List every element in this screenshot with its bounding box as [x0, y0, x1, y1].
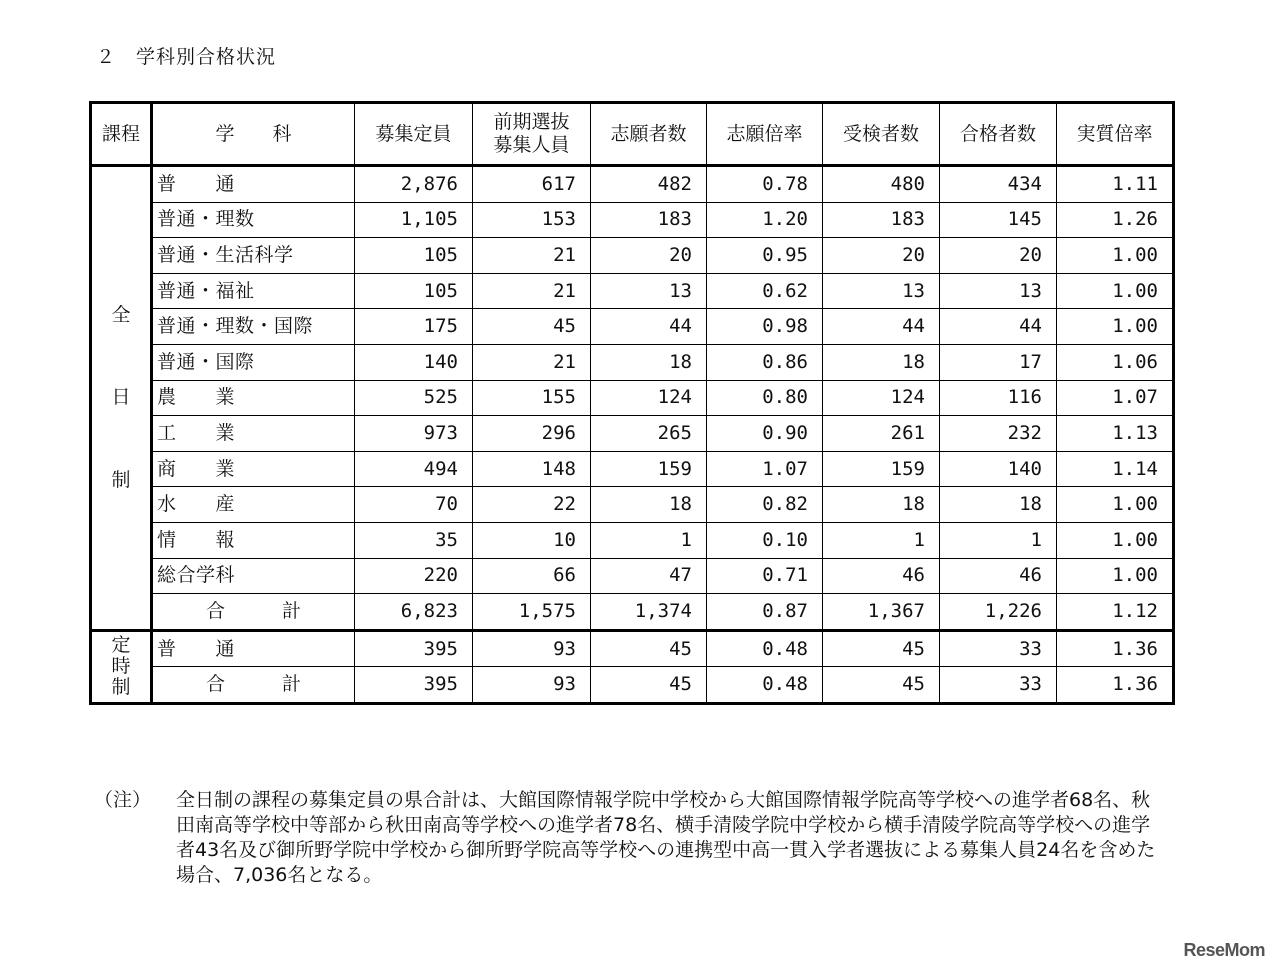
cell-early: 296: [473, 416, 591, 452]
cell-app-ratio: 1.20: [707, 202, 823, 238]
course-char: 全: [111, 303, 131, 326]
cell-examinees: 124: [823, 380, 940, 416]
cell-app-ratio: 0.48: [707, 667, 823, 704]
cell-early: 45: [473, 309, 591, 345]
cell-examinees: 13: [823, 273, 940, 309]
footnote-label: （注）: [94, 789, 152, 811]
cell-passed: 17: [940, 344, 1057, 380]
cell-capacity: 140: [355, 344, 473, 380]
cell-passed: 1,226: [940, 594, 1057, 631]
cell-early: 153: [473, 202, 591, 238]
course-char: 定: [111, 634, 131, 657]
cell-examinees: 480: [823, 166, 940, 203]
cell-early: 93: [473, 630, 591, 667]
cell-app-ratio: 0.78: [707, 166, 823, 203]
cell-capacity: 973: [355, 416, 473, 452]
footnote-text: 全日制の課程の募集定員の県合計は、大館国際情報学院中学校から大館国際情報学院高等学校への進学者68名、秋田南高等学校中等部から秋田南高等学校への進学者78名、横手清陵学院中学校から横手清陵学院高等学校への進学者43名及び御所野学院中学校から御所野学院高等学校への連携型中高一貫入学者選抜による募集人員24名を含めた場合、7,036名となる。: [176, 789, 1156, 886]
course-char: 時: [111, 655, 131, 678]
cell-early: 1,575: [473, 594, 591, 631]
cell-capacity: 2,876: [355, 166, 473, 203]
cell-early: 21: [473, 344, 591, 380]
cell-app-ratio: 0.90: [707, 416, 823, 452]
table-row: [91, 344, 1174, 380]
department-name: 普通・生活科学: [152, 238, 355, 274]
cell-examinees: 1,367: [823, 594, 940, 631]
cell-capacity: 395: [355, 630, 473, 667]
department-name: 情 報: [152, 522, 355, 558]
course-char: 制: [111, 676, 131, 699]
cell-applicants: 124: [591, 380, 707, 416]
table-row: [91, 202, 1174, 238]
cell-passed: 20: [940, 238, 1057, 274]
cell-examinees: 44: [823, 309, 940, 345]
cell-passed: 1: [940, 522, 1057, 558]
cell-real-ratio: 1.00: [1057, 238, 1174, 274]
header-app-ratio: 志願倍率: [707, 103, 823, 166]
cell-capacity: 70: [355, 487, 473, 523]
cell-real-ratio: 1.26: [1057, 202, 1174, 238]
department-name: 普通・国際: [152, 344, 355, 380]
cell-examinees: 18: [823, 344, 940, 380]
section-title: ２ 学科別合格状況: [96, 46, 277, 68]
cell-applicants: 1: [591, 522, 707, 558]
cell-examinees: 18: [823, 487, 940, 523]
cell-capacity: 6,823: [355, 594, 473, 631]
cell-real-ratio: 1.11: [1057, 166, 1174, 203]
table-row: [91, 451, 1174, 487]
cell-capacity: 105: [355, 238, 473, 274]
cell-real-ratio: 1.07: [1057, 380, 1174, 416]
cell-real-ratio: 1.00: [1057, 487, 1174, 523]
cell-app-ratio: 0.71: [707, 558, 823, 594]
header-row: [91, 103, 1174, 166]
cell-app-ratio: 0.98: [707, 309, 823, 345]
cell-app-ratio: 0.87: [707, 594, 823, 631]
cell-passed: 46: [940, 558, 1057, 594]
header-real-ratio: 実質倍率: [1057, 103, 1174, 166]
cell-app-ratio: 1.07: [707, 451, 823, 487]
cell-capacity: 1,105: [355, 202, 473, 238]
cell-capacity: 494: [355, 451, 473, 487]
cell-passed: 18: [940, 487, 1057, 523]
cell-real-ratio: 1.12: [1057, 594, 1174, 631]
header-course: 課程: [91, 103, 152, 166]
total-row: [91, 594, 1174, 631]
table-body: [91, 166, 1174, 704]
cell-real-ratio: 1.00: [1057, 522, 1174, 558]
cell-applicants: 18: [591, 487, 707, 523]
cell-early: 93: [473, 667, 591, 704]
cell-passed: 116: [940, 380, 1057, 416]
course-cell: [91, 630, 152, 703]
header-department: 学 科: [152, 103, 355, 166]
table-row: [91, 558, 1174, 594]
cell-passed: 232: [940, 416, 1057, 452]
cell-capacity: 395: [355, 667, 473, 704]
cell-applicants: 44: [591, 309, 707, 345]
header-capacity: 募集定員: [355, 103, 473, 166]
cell-applicants: 20: [591, 238, 707, 274]
cell-applicants: 45: [591, 667, 707, 704]
cell-applicants: 13: [591, 273, 707, 309]
department-name: 普 通: [152, 166, 355, 203]
cell-examinees: 45: [823, 667, 940, 704]
header-passed: 合格者数: [940, 103, 1057, 166]
cell-applicants: 1,374: [591, 594, 707, 631]
total-label: 合 計: [152, 667, 355, 704]
cell-real-ratio: 1.00: [1057, 309, 1174, 345]
department-name: 普 通: [152, 630, 355, 667]
department-name: 農 業: [152, 380, 355, 416]
header-applicants: 志願者数: [591, 103, 707, 166]
resemom-logo: ReseMom: [1183, 940, 1265, 960]
cell-applicants: 183: [591, 202, 707, 238]
department-name: 総合学科: [152, 558, 355, 594]
table-row: [91, 166, 1174, 203]
cell-passed: 13: [940, 273, 1057, 309]
table-row: [91, 238, 1174, 274]
cell-examinees: 45: [823, 630, 940, 667]
header-early: 前期選抜 募集人員: [473, 103, 591, 166]
table-row: [91, 273, 1174, 309]
department-name: 商 業: [152, 451, 355, 487]
table-row: [91, 416, 1174, 452]
cell-examinees: 1: [823, 522, 940, 558]
course-cell: [91, 166, 152, 631]
cell-applicants: 159: [591, 451, 707, 487]
department-name: 工 業: [152, 416, 355, 452]
cell-applicants: 482: [591, 166, 707, 203]
cell-passed: 33: [940, 630, 1057, 667]
cell-capacity: 220: [355, 558, 473, 594]
cell-app-ratio: 0.86: [707, 344, 823, 380]
cell-applicants: 45: [591, 630, 707, 667]
cell-capacity: 525: [355, 380, 473, 416]
course-char: 日: [111, 386, 131, 409]
cell-early: 22: [473, 487, 591, 523]
cell-examinees: 183: [823, 202, 940, 238]
cell-applicants: 18: [591, 344, 707, 380]
cell-app-ratio: 0.48: [707, 630, 823, 667]
cell-passed: 145: [940, 202, 1057, 238]
table-row: [91, 380, 1174, 416]
cell-passed: 434: [940, 166, 1057, 203]
admission-results-table: [89, 101, 1175, 705]
cell-examinees: 20: [823, 238, 940, 274]
cell-app-ratio: 0.80: [707, 380, 823, 416]
cell-real-ratio: 1.00: [1057, 273, 1174, 309]
cell-applicants: 265: [591, 416, 707, 452]
cell-real-ratio: 1.36: [1057, 630, 1174, 667]
table-row: [91, 309, 1174, 345]
cell-early: 155: [473, 380, 591, 416]
cell-capacity: 175: [355, 309, 473, 345]
cell-real-ratio: 1.13: [1057, 416, 1174, 452]
cell-passed: 33: [940, 667, 1057, 704]
cell-examinees: 159: [823, 451, 940, 487]
cell-examinees: 46: [823, 558, 940, 594]
department-name: 普通・理数: [152, 202, 355, 238]
total-row: [91, 667, 1174, 704]
cell-app-ratio: 0.82: [707, 487, 823, 523]
cell-real-ratio: 1.36: [1057, 667, 1174, 704]
cell-capacity: 35: [355, 522, 473, 558]
cell-app-ratio: 0.10: [707, 522, 823, 558]
cell-passed: 140: [940, 451, 1057, 487]
cell-capacity: 105: [355, 273, 473, 309]
cell-early: 10: [473, 522, 591, 558]
cell-app-ratio: 0.62: [707, 273, 823, 309]
header-examinees: 受検者数: [823, 103, 940, 166]
cell-early: 21: [473, 238, 591, 274]
cell-early: 66: [473, 558, 591, 594]
table-row: [91, 487, 1174, 523]
cell-applicants: 47: [591, 558, 707, 594]
cell-real-ratio: 1.00: [1057, 558, 1174, 594]
footnote: [94, 788, 1169, 888]
cell-real-ratio: 1.14: [1057, 451, 1174, 487]
cell-early: 148: [473, 451, 591, 487]
department-name: 普通・理数・国際: [152, 309, 355, 345]
department-name: 普通・福祉: [152, 273, 355, 309]
cell-passed: 44: [940, 309, 1057, 345]
cell-app-ratio: 0.95: [707, 238, 823, 274]
table-row: [91, 522, 1174, 558]
department-name: 水 産: [152, 487, 355, 523]
total-label: 合 計: [152, 594, 355, 631]
cell-early: 21: [473, 273, 591, 309]
cell-real-ratio: 1.06: [1057, 344, 1174, 380]
table-row: [91, 630, 1174, 667]
cell-early: 617: [473, 166, 591, 203]
course-char: 制: [111, 469, 131, 492]
cell-examinees: 261: [823, 416, 940, 452]
